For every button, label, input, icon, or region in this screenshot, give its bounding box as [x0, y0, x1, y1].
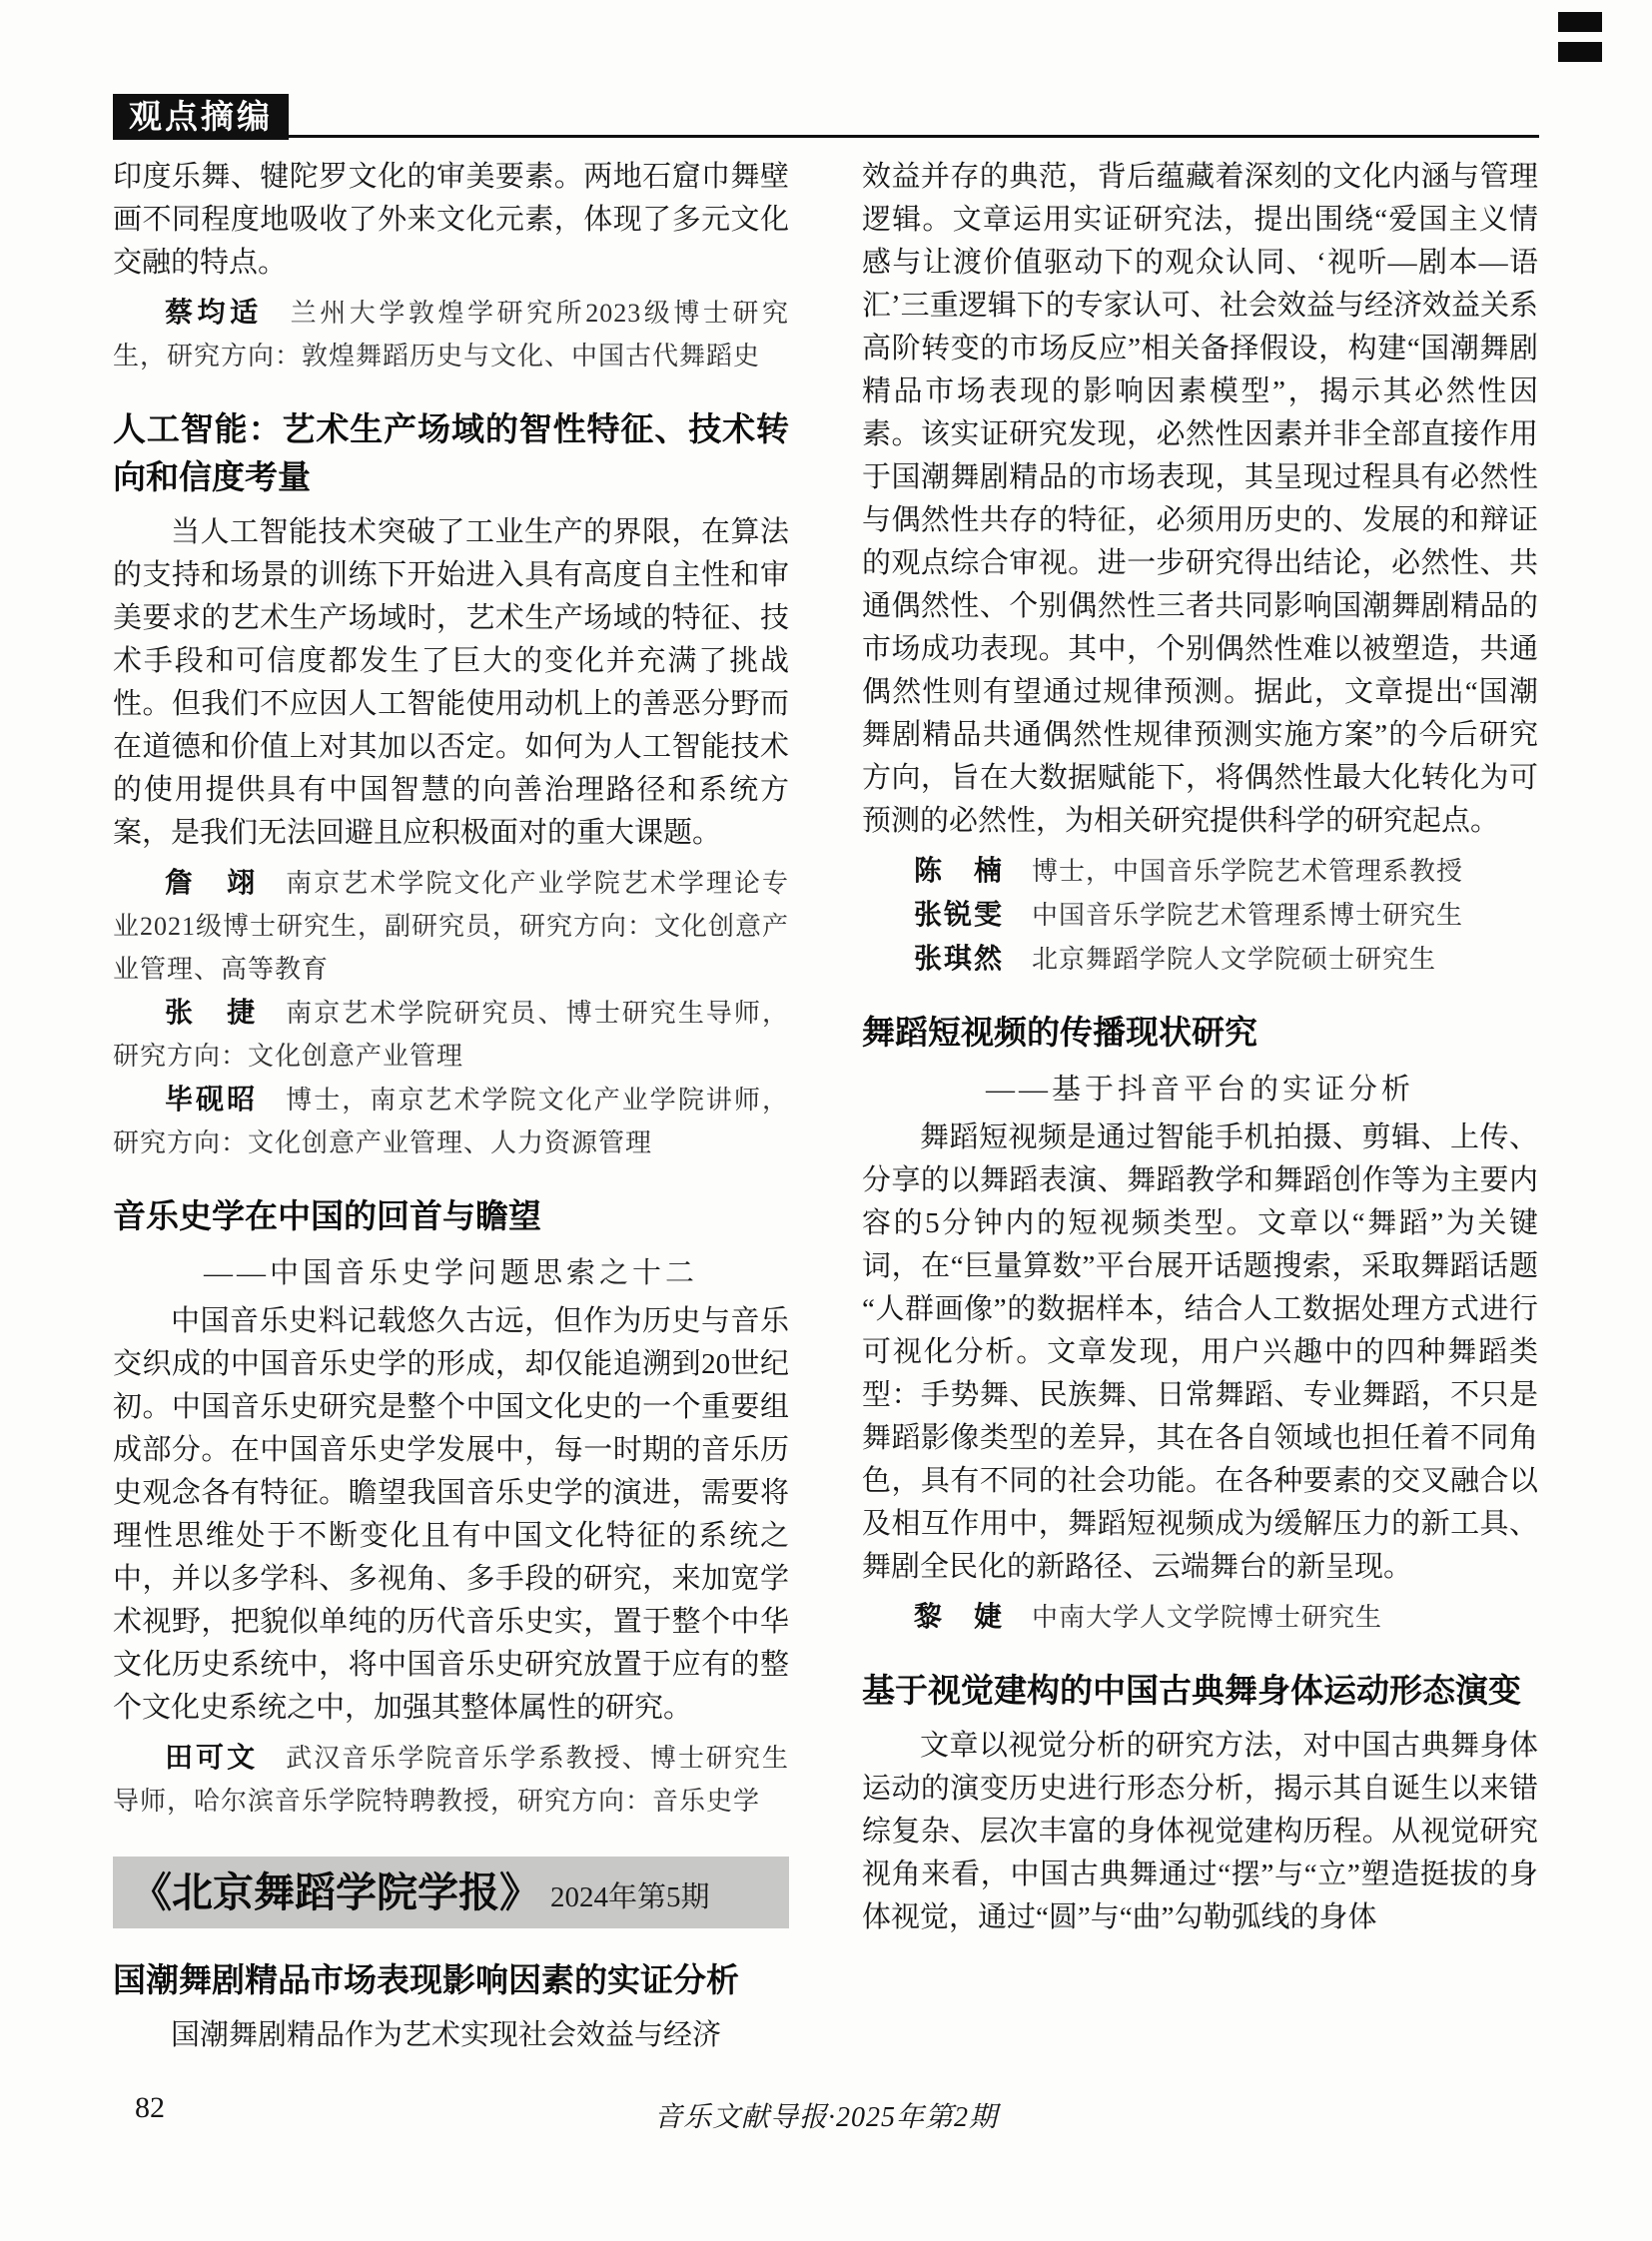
author-name: 陈 楠 — [914, 855, 1005, 886]
author-info: 博士，南京艺术学院文化产业学院讲师，研究方向：文化创意产业管理、人力资源管理 — [113, 1086, 789, 1157]
author-info: 北京舞蹈学院人文学院硕士研究生 — [1032, 945, 1437, 974]
author-name: 张琪然 — [914, 943, 1005, 974]
section-subtitle-douyin: ——基于抖音平台的实证分析 — [985, 1074, 1414, 1106]
douyin-author-block — [862, 1595, 1538, 1639]
author-info: 兰州大学敦煌学研究所2023级博士研究生，研究方向：敦煌舞蹈历史与文化、中国古代舞蹈史 — [113, 299, 789, 371]
author-name: 田可文 — [165, 1742, 259, 1773]
author-line — [113, 1736, 789, 1823]
ai-author-block — [113, 861, 789, 1164]
section-title-douyin: 舞蹈短视频的传播现状研究 — [862, 1014, 1257, 1051]
author-line — [113, 991, 789, 1078]
author-info: 南京艺术学院研究员、博士研究生导师，研究方向：文化创意产业管理 — [113, 999, 789, 1071]
author-info: 中国音乐学院艺术管理系博士研究生 — [1032, 901, 1464, 930]
guochao-continuation-paragraph: 效益并存的典范，背后蕴藏着深刻的文化内涵与管理逻辑。文章运用实证研究法，提出围绕“爱国主义情感与让渡价值驱动下的观众认同、‘视听—剧本—语汇’三重逻辑下的专家认可、社会效益与经济效益关系高阶转变的市场反应”相关备择假设，构建“国潮舞剧精品市场表现的影响因素模型”，揭示其必然性因素。该实证研究发现，必然性因素并非全部直接作用于国潮舞剧精品的市场表现，其呈现过程具有必然性与偶然性共存的特征，必须用历史的、发展的和辩证的观点综合审视。进一步研究得出结论，必然性、共通偶然性、个别偶然性三者共同影响国潮舞剧精品的市场成功表现。其中，个别偶然性难以被塑造，共通偶然性则有望通过规律预测。据此，文章提出“国潮舞剧精品共通偶然性规律预测实施方案”的今后研究方向，旨在大数据赋能下，将偶然性最大化转化为可预测的必然性，为相关研究提供科学的研究起点。 — [862, 161, 1538, 837]
author-line — [862, 893, 1538, 937]
guochao-author-block — [862, 849, 1538, 981]
author-line — [113, 291, 789, 377]
author-name: 张 捷 — [165, 997, 259, 1028]
footer-journal-title: 音乐文献导报·2025年第2期 — [653, 2102, 998, 2133]
intro-continuation-paragraph: 印度乐舞、犍陀罗文化的审美要素。两地石窟巾舞壁画不同程度地吸收了外来文化元素，体现了多元文化交融的特点。 — [113, 161, 789, 279]
author-name: 詹 翊 — [165, 867, 259, 898]
author-name: 蔡均适 — [165, 297, 263, 328]
author-info: 博士，中国音乐学院艺术管理系教授 — [1032, 857, 1464, 886]
journal-name: 《北京舞蹈学院学报》 — [131, 1869, 540, 1915]
author-name: 毕砚昭 — [165, 1084, 259, 1115]
author-name: 黎 婕 — [914, 1601, 1005, 1632]
section-title-guochao: 国潮舞剧精品市场表现影响因素的实证分析 — [113, 1961, 739, 1998]
history-author-block — [113, 1736, 789, 1823]
author-line — [862, 849, 1538, 893]
left-column — [113, 156, 789, 2057]
author-info: 中南大学人文学院博士研究生 — [1032, 1603, 1383, 1632]
section-title-classical: 基于视觉建构的中国古典舞身体运动形态演变 — [862, 1672, 1521, 1709]
two-column-layout — [113, 156, 1539, 2057]
page-number: 82 — [135, 2091, 165, 2124]
section-title-history: 音乐史学在中国的回首与瞻望 — [113, 1197, 541, 1234]
section-title-ai: 人工智能：艺术生产场域的智性特征、技术转向和信度考量 — [113, 410, 789, 495]
right-column — [862, 156, 1538, 2057]
author-name: 张锐雯 — [914, 899, 1005, 930]
column-header — [113, 94, 1539, 138]
author-line — [113, 1078, 789, 1164]
print-mark — [1558, 12, 1602, 32]
author-line — [862, 937, 1538, 981]
print-mark — [1558, 42, 1602, 62]
section-body-history: 中国音乐史料记载悠久古远，但作为历史与音乐交织成的中国音乐史学的形成，却仅能追溯到20世纪初。中国音乐史研究是整个中国文化史的一个重要组成部分。在中国音乐史学发展中，每一时期的音乐历史观念各有特征。瞻望我国音乐史学的演进，需要将理性思维处于不断变化且有中国文化特征的系统之中，并以多学科、多视角、多手段的研究，来加宽学术视野，把貌似单纯的历代音乐史实，置于整个中华文化历史系统中，将中国音乐史研究放置于应有的整个文化史系统之中，加强其整体属性的研究。 — [113, 1305, 789, 1724]
header-rule — [113, 135, 1539, 138]
section-body-classical: 文章以视觉分析的研究方法，对中国古典舞身体运动的演变历史进行形态分析，揭示其自诞生以来错综复杂、层次丰富的身体视觉建构历程。从视觉研究视角来看，中国古典舞通过“摆”与“立”塑造挺拔的身体视觉，通过“圆”与“曲”勾勒弧线的身体 — [862, 1730, 1538, 1933]
author-info: 南京艺术学院文化产业学院艺术学理论专业2021级博士研究生，副研究员，研究方向：文化创意产业管理、高等教育 — [113, 869, 790, 984]
column-tag: 观点摘编 — [113, 94, 289, 140]
journal-issue-banner — [113, 1857, 789, 1928]
section-body-ai: 当人工智能技术突破了工业生产的界限，在算法的支持和场景的训练下开始进入具有高度自主性和审美要求的艺术生产场域时，艺术生产场域的特征、技术手段和可信度都发生了巨大的变化并充满了挑战性。但我们不应因人工智能使用动机上的善恶分野而在道德和价值上对其加以否定。如何为人工智能技术的使用提供具有中国智慧的向善治理路径和系统方案，是我们无法回避且应积极面对的重大课题。 — [113, 516, 789, 849]
intro-author-block — [113, 291, 789, 377]
section-body-guochao-start: 国潮舞剧精品作为艺术实现社会效益与经济 — [171, 2019, 722, 2051]
section-subtitle-history: ——中国音乐史学问题思索之十二 — [203, 1257, 698, 1289]
author-line — [113, 861, 789, 991]
author-info: 武汉音乐学院音乐学系教授、博士研究生导师，哈尔滨音乐学院特聘教授，研究方向：音乐史学 — [113, 1744, 789, 1816]
author-line — [862, 1595, 1538, 1639]
section-body-douyin: 舞蹈短视频是通过智能手机拍摄、剪辑、上传、分享的以舞蹈表演、舞蹈教学和舞蹈创作等为主要内容的5分钟内的短视频类型。文章以“舞蹈”为关键词，在“巨量算数”平台展开话题搜索，采取舞蹈话题“人群画像”的数据样本，结合人工数据处理方式进行可视化分析。文章发现，用户兴趣中的四种舞蹈类型：手势舞、民族舞、日常舞蹈、专业舞蹈，不只是舞蹈影像类型的差异，其在各自领域也担任着不同角色，具有不同的社会功能。在各种要素的交叉融合以及相互作用中，舞蹈短视频成为缓解压力的新工具、舞剧全民化的新路径、云端舞台的新呈现。 — [862, 1121, 1538, 1583]
journal-issue: 2024年第5期 — [550, 1881, 710, 1913]
